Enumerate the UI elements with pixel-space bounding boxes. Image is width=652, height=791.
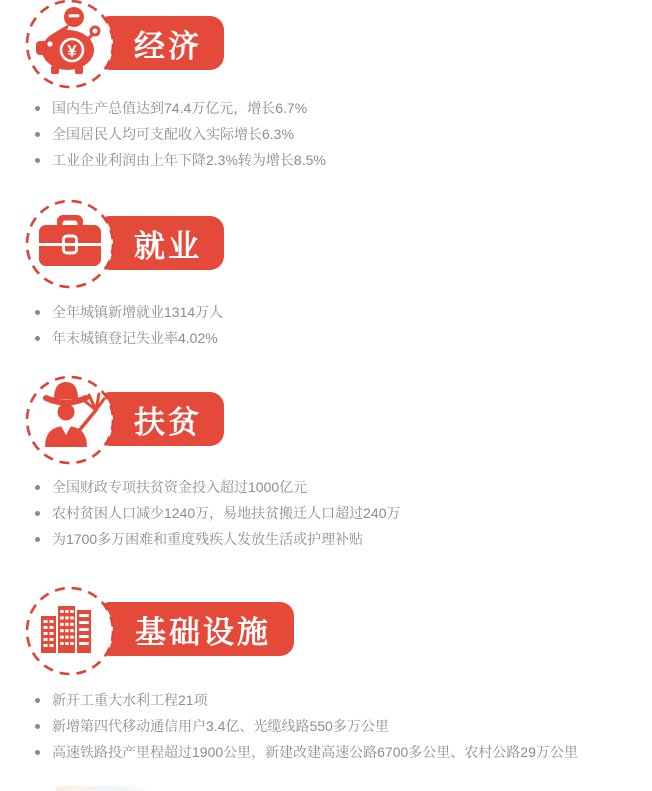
bullet-dot: [35, 106, 40, 111]
bullet-item: [32, 713, 578, 739]
briefcase-icon: [24, 198, 116, 290]
bullet-dot: [35, 485, 40, 490]
bullet-dot: [35, 511, 40, 516]
farmer-icon: [24, 374, 116, 466]
next-section-partial: [56, 786, 150, 791]
bullet-text: 农村贫困人口减少1240万，易地扶贫搬迁人口超过240万: [52, 505, 401, 521]
bullet-dot: [35, 310, 40, 315]
svg-text:¥: ¥: [67, 41, 77, 61]
bullet-dot: [35, 336, 40, 341]
bullet-text: 年末城镇登记失业率4.02%: [52, 330, 218, 346]
bullet-text: 高速铁路投产里程超过1900公里，新建改建高速公路6700多公里、农村公路29万公里: [52, 744, 578, 760]
section-employment: [0, 200, 652, 365]
bullet-text: 新开工重大水利工程21项: [52, 692, 208, 708]
bullet-item: [32, 500, 401, 526]
bullet-item: [32, 95, 326, 121]
piggy-bank-icon: [24, 0, 116, 90]
bullet-text: 为1700多万困难和重度残疾人发放生活或护理补贴: [52, 531, 364, 547]
bullet-item: [32, 687, 578, 713]
bullet-item: [32, 526, 401, 552]
section-title: 扶贫: [134, 404, 202, 440]
bullet-list: [32, 474, 401, 552]
bullet-list: [32, 687, 578, 765]
bullet-text: 国内生产总值达到74.4万亿元，增长6.7%: [52, 100, 308, 116]
bullet-item: [32, 121, 326, 147]
section-title: 基础设施: [135, 614, 271, 650]
section-economy: [0, 0, 652, 185]
bullet-dot: [35, 724, 40, 729]
bullet-text: 全国居民人均可支配收入实际增长6.3%: [52, 126, 294, 142]
bullet-dot: [35, 750, 40, 755]
section-title-banner: [96, 602, 294, 656]
bullet-text: 全年城镇新增就业1314万人: [52, 304, 224, 320]
bullet-dot: [35, 698, 40, 703]
bullet-list: [32, 299, 223, 351]
bullet-item: [32, 299, 223, 325]
section-title: 经济: [134, 28, 202, 64]
bullet-item: [32, 147, 326, 173]
bullet-list: [32, 95, 326, 173]
section-infrastructure: [0, 587, 652, 777]
bullet-item: [32, 739, 578, 765]
bullet-dot: [35, 132, 40, 137]
bullet-text: 新增第四代移动通信用户3.4亿、光缆线路550多万公里: [52, 718, 389, 734]
city-buildings-icon: [24, 585, 116, 677]
bullet-item: [32, 474, 401, 500]
section-title: 就业: [134, 228, 202, 264]
section-poverty-alleviation: [0, 376, 652, 566]
bullet-dot: [35, 537, 40, 542]
bullet-text: 工业企业利润由上年下降2.3%转为增长8.5%: [52, 152, 326, 168]
bullet-item: [32, 325, 223, 351]
bullet-text: 全国财政专项扶贫资金投入超过1000亿元: [52, 479, 308, 495]
bullet-dot: [35, 158, 40, 163]
